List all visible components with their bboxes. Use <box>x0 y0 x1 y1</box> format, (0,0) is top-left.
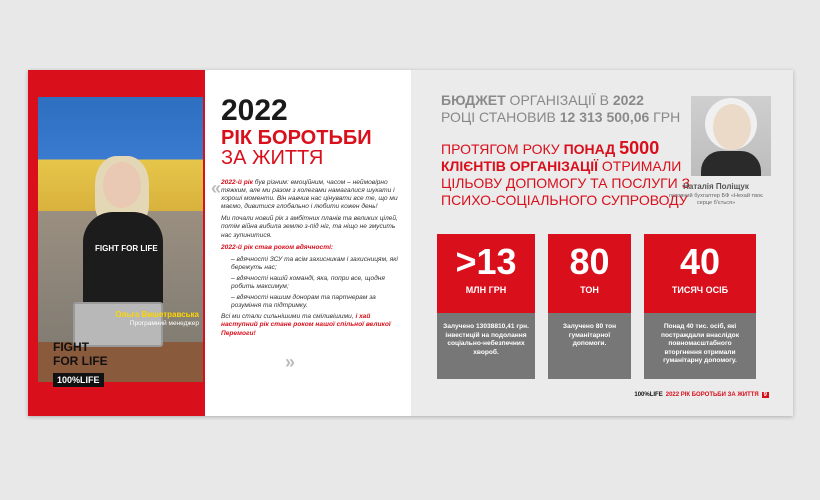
clients-statement: ПРОТЯГОМ РОКУ ПОНАД 5000 КЛІЄНТІВ ОРГАНІЗАЦІЇ ОТРИМАЛИ ЦІЛЬОВУ ДОПОМОГУ ТА ПОСЛУГИ З ПСИХО-СОЦІАЛЬНОГО СУПРОВОДУ <box>441 138 691 208</box>
100life-logo: 100%LIFE <box>53 373 104 387</box>
footer-logo: 100%LIFE <box>634 392 663 398</box>
stat-number: 40 <box>679 241 721 282</box>
brochure-spread <box>28 70 793 416</box>
stat-card-tons <box>548 234 631 379</box>
budget-statement: БЮДЖЕТ ОРГАНІЗАЦІЇ В 2022 РОЦІ СТАНОВИВ 12 313 500,06 ГРН <box>441 92 681 125</box>
stat-description: Залучено 80 тон гуманітарної допомоги. <box>548 313 631 379</box>
page-footer <box>634 392 769 398</box>
stat-number: >13 <box>455 241 517 282</box>
footer-title: 2022 РІК БОРОТЬБИ ЗА ЖИТТЯ <box>665 392 759 398</box>
page-number: 9 <box>763 392 767 398</box>
stat-number: 80 <box>569 241 610 282</box>
accountant-role: головний бухгалтер БФ «Нехай твоє серце б'ється» <box>669 193 763 206</box>
left-text-block <box>205 70 411 416</box>
stats-row <box>437 234 756 379</box>
gratitude-list <box>221 256 403 311</box>
staff-role: Програмний менеджер <box>129 320 199 327</box>
right-page <box>411 70 793 416</box>
stat-card-funds <box>437 234 535 379</box>
list-item: – вдячності нашим донорам та партнерам за розуміння та підтримку. <box>231 294 403 310</box>
stat-unit: ТИСЯЧ ОСІБ <box>671 285 729 295</box>
staff-name: Ольга Вишетравська <box>115 310 199 319</box>
shirt-text: FIGHT FOR LIFE <box>95 244 158 253</box>
fight-for-life-logo: FIGHT FOR LIFE <box>53 340 108 368</box>
stat-card-people <box>644 234 756 379</box>
stat-description: Понад 40 тис. осіб, які постраждали внаслідок повномасштабного вторгнення отримали гуманітарну допомогу. <box>644 313 756 379</box>
accountant-photo <box>691 96 771 176</box>
year-heading: 2022 <box>221 94 288 127</box>
accountant-name: Наталія Поліщук <box>683 182 749 191</box>
list-item: – вдячності нашій команді, яка, попри все, щодня робить максимум; <box>231 275 403 291</box>
stat-unit: МЛН ГРН <box>465 285 507 295</box>
headline-line1: РІК БОРОТЬБИ <box>221 127 372 149</box>
left-page <box>28 70 411 416</box>
stat-description: Залучено 13038810,41 грн. інвестицій на подолання соціально-небезпечних хвороб. <box>437 313 535 379</box>
list-item: – вдячності ЗСУ та всім захисникам і захисницям, які бережуть нас; <box>231 256 403 272</box>
body-text: 2022-й рік був різним: емоційним, часом – неймовірно тяжким, але ми разом з колегами намагалися шукати і хороші моменти. Він навчив нас цінувати все те, що ми маємо, дивитися глобально і любити кожен день! Ми почали новий рік з амбітних планів та великих цілей, потім війна вибила землю з-під ніг, та ніщо не змусить нас зупинитися. 2022-й рік став роком вдячності: – вдячності ЗСУ та всім захисникам і захисницям, які бережуть нас; – вдячності нашій команді, яка, попри все, щодня робить максимум; – вдячності нашим донорам та партнерам за розуміння та підтримку. Всі ми стали сильнішими та сміливішими, і хай наступний рік стане роком нашої спільної великої Перемоги! <box>221 179 403 338</box>
photo-caption <box>38 310 203 327</box>
close-quote-icon: » <box>285 352 296 372</box>
person-figure <box>83 162 163 302</box>
open-quote-icon: « <box>211 178 222 198</box>
stat-unit: ТОН <box>580 285 599 295</box>
headline-line2: ЗА ЖИТТЯ <box>221 147 324 169</box>
red-column <box>28 70 205 416</box>
